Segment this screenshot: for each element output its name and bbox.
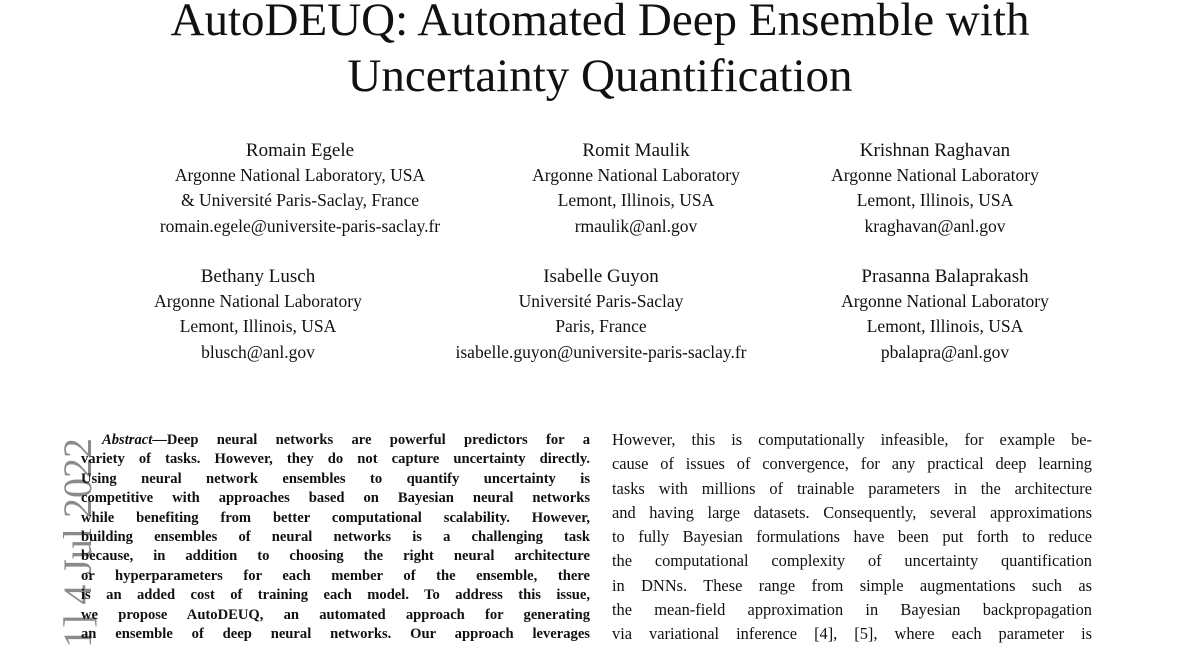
author-affiliation: Université Paris-Saclay — [518, 291, 684, 312]
body-line: to fully Bayesian formulations have been put forth to reduce — [612, 527, 1092, 547]
author-affiliation: Lemont, Illinois, USA — [856, 190, 1014, 211]
author-affiliation: Argonne National Laboratory — [154, 291, 362, 312]
paper-title — [0, 0, 1200, 104]
title-line-1: AutoDEUQ: Automated Deep Ensemble with — [170, 0, 1030, 46]
abstract-line: while benefiting from better computational scalability. However, — [81, 509, 590, 526]
abstract-line — [81, 431, 590, 450]
body-line: cause of issues of convergence, for any practical deep learning — [612, 454, 1092, 474]
author-block — [815, 264, 1075, 365]
author-block — [128, 264, 388, 365]
abstract-line: variety of tasks. However, they do not capture uncertainty directly. — [81, 451, 590, 468]
author-affiliation: Argonne National Laboratory, USA — [174, 165, 426, 186]
abstract-line: or hyperparameters for each member of the ensemble, there — [81, 567, 590, 584]
body-line: the mean-field approximation in Bayesian backpropagation — [612, 600, 1092, 620]
author-name: Romit Maulik — [582, 140, 690, 161]
abstract-line: competitive with approaches based on Bayesian neural networks — [81, 490, 590, 507]
author-email: romain.egele@universite-paris-saclay.fr — [159, 215, 441, 236]
body-line: in DNNs. These range from simple augmentations such as — [612, 575, 1092, 595]
author-affiliation: & Université Paris-Saclay, France — [181, 190, 419, 211]
body-line: However, this is computationally infeasible, for example be- — [612, 430, 1092, 449]
author-block — [138, 138, 462, 239]
author-affiliation: Argonne National Laboratory — [841, 291, 1049, 312]
author-affiliation: Lemont, Illinois, USA — [866, 316, 1024, 337]
author-affiliation: Argonne National Laboratory — [831, 165, 1039, 186]
author-affiliation: Lemont, Illinois, USA — [557, 190, 715, 211]
abstract-line: is an added cost of training each model. To address this issue, — [81, 587, 590, 604]
author-affiliation: Paris, France — [555, 316, 647, 337]
abstract-line: because, in addition to choosing the right neural architecture — [81, 548, 590, 565]
author-email: blusch@anl.gov — [201, 341, 315, 362]
abstract-line: building ensembles of neural networks is a challenging task — [81, 529, 590, 546]
author-name: Prasanna Balaprakash — [861, 266, 1029, 287]
abstract-line-text: —Deep neural networks are powerful predictors for a — [152, 432, 590, 448]
author-email: isabelle.guyon@universite-paris-saclay.fr — [455, 341, 747, 362]
author-name: Krishnan Raghavan — [859, 140, 1011, 161]
abstract-line: an ensemble of deep neural networks. Our approach leverages — [81, 626, 590, 643]
author-name: Bethany Lusch — [200, 266, 316, 287]
abstract — [81, 431, 590, 644]
author-affiliation: Argonne National Laboratory — [532, 165, 740, 186]
title-line-2: Uncertainty Quantification — [347, 50, 853, 102]
body-line: via variational inference [4], [5], where each parameter is — [612, 624, 1092, 644]
author-affiliation: Lemont, Illinois, USA — [179, 316, 337, 337]
body-line: tasks with millions of trainable parameters in the architecture — [612, 478, 1092, 498]
author-name: Romain Egele — [245, 140, 355, 161]
abstract-line: we propose AutoDEUQ, an automated approach for generating — [81, 606, 590, 623]
abstract-lead: Abstract — [102, 432, 153, 448]
author-block — [805, 138, 1065, 239]
arxiv-stamp: 1] 4 Jul 2022 — [55, 438, 100, 648]
author-email: kraghavan@anl.gov — [864, 215, 1006, 236]
author-email: pbalapra@anl.gov — [880, 341, 1010, 362]
body-line: the computational complexity of uncertainty quantification — [612, 551, 1092, 571]
body-line: and having large datasets. Consequently, several approximations — [612, 502, 1092, 522]
author-email: rmaulik@anl.gov — [574, 215, 698, 236]
author-block — [430, 264, 772, 365]
author-block — [486, 138, 786, 239]
author-name: Isabelle Guyon — [543, 266, 659, 287]
abstract-line: Using neural network ensembles to quantify uncertainty is — [81, 470, 590, 487]
body-column-right — [612, 428, 1092, 647]
